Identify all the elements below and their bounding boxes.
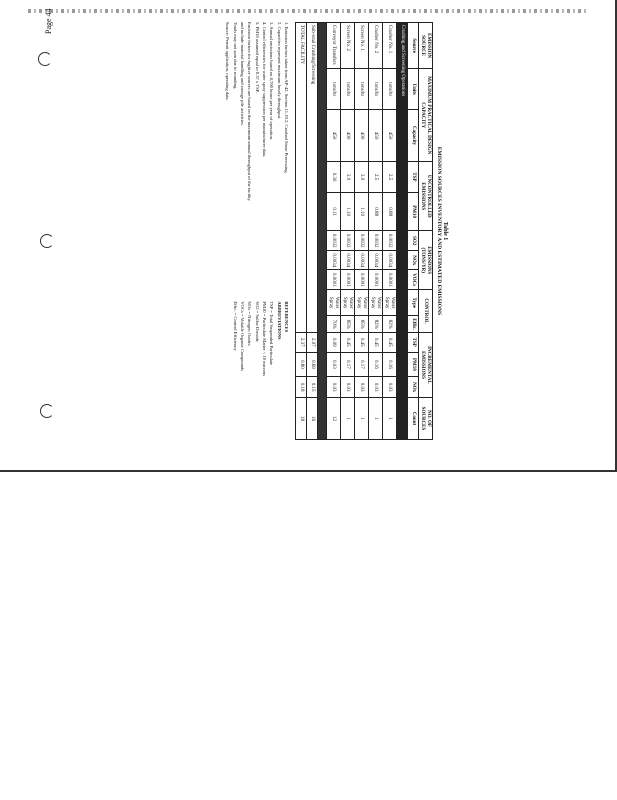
column-header: PM10 [408,192,419,231]
group-header: INCREMENTAL EMISSIONS [419,332,433,397]
group-header: CONTROL [419,290,433,333]
abbreviation-line: NOx = Nitrogen Oxides [247,301,253,346]
totals-body [296,23,318,440]
table-cell: 0.17 [341,352,355,377]
table-row [369,23,383,440]
table-cell: 0.45 [369,332,383,352]
table-cell: Crusher No. 2 [369,23,383,69]
abbreviation-line: Effic. = Control Efficiency [232,301,238,351]
highlight-row-label: Crushing and Screening Operations [397,23,408,440]
abbreviations-title: ABBREVIATIONS [276,301,282,340]
table-cell: 0.0034 [383,250,397,270]
column-header: TSP [408,332,419,352]
table-cell: 70% [327,316,341,333]
punch-hole-bottom [40,404,54,418]
note-line: 3. Annual emissions based on 8,760 hours per year of operation. [269,22,275,141]
punch-hole-top [38,52,52,66]
totals-cell: 0.18 [296,377,307,398]
table-cell: 0.0032 [327,231,341,251]
table-cell: 0.0001 [341,270,355,290]
note-line: Emission factors for fugitive sources are based on the maximum annual throughput of the facility [247,22,253,201]
table-cell: 0.45 [355,332,369,352]
column-header: Units [408,69,419,110]
table-cell: 0.0032 [369,231,383,251]
table-cell: 0.0034 [327,250,341,270]
totals-row [307,23,318,440]
table-cell: 0.0032 [341,231,355,251]
group-header-row [419,23,433,440]
table-cell: 0.03 [369,377,383,398]
table-cell: 1 [383,397,397,439]
table-cell: Water Spray [341,290,355,316]
abbreviation-line: SO2 = Sulfur Dioxide [254,301,260,342]
table-cell: tons/hr [355,69,369,110]
table-cell: 0.09 [327,332,341,352]
notes-right [224,301,290,440]
table-cell: 0.45 [341,332,355,352]
totals-cell: 0.80 [296,352,307,377]
totals-cell: 0.69 [307,352,318,377]
abbreviations-list [231,301,275,440]
abbreviation-line: TSP = Total Suspended Particulate [269,301,275,366]
table-cell: Crusher No. 1 [383,23,397,69]
table-cell: 0.16 [383,352,397,377]
group-header: EMISSIONS (TONS/YR) [419,231,433,290]
table-cell: tons/hr [383,69,397,110]
table-cell: 0.0032 [355,231,369,251]
notes-section [224,22,290,440]
table-cell: 0.03 [327,352,341,377]
table-cell: Water Spray [369,290,383,316]
table-cell: Screen No. 2 [341,23,355,69]
totals-label: Sub-total Crushing/Screening [307,23,318,333]
column-header: VOCs [408,270,419,290]
column-header: NOx [408,250,419,270]
group-header: UNCONTROLLED EMISSIONS [419,162,433,231]
group-header: EMISSION SOURCE [419,23,433,69]
table-row [355,23,369,440]
table-cell: 1.10 [341,192,355,231]
note-line: 1. Emission factors taken from AP-42, Section 11.19.2, Crushed Stone Processing. [284,22,289,174]
column-header: SO2 [408,231,419,251]
table-cell: 0.0001 [383,270,397,290]
table-cell: tons/hr [369,69,383,110]
note-line: 4. Control efficiencies for water spray suppression per manufacturer data. [261,22,267,158]
totals-cell: 16 [307,397,318,439]
highlight-row [397,23,408,440]
table-cell: 82% [383,316,397,333]
abbreviation-line: PM10 = Particulate Matter < 10 microns [261,301,267,376]
column-header: PM10 [408,352,419,377]
table-cell: 0.16 [369,352,383,377]
group-header: MAXIMUM PRACTICAL DESIGN CAPACITY [419,69,433,162]
table-cell: 1 [369,397,383,439]
column-header: TSP [408,162,419,193]
note-line: 5. PM10 assumed equal to 0.37 x TSP. [254,22,260,93]
table-cell: 0.0034 [341,250,355,270]
table-cell: 3.0 [355,162,369,193]
column-header: NOx [408,377,419,398]
table-cell: Water Spray [327,290,341,316]
column-header: Source [408,23,419,69]
table-cell: 0.88 [369,192,383,231]
table-cell: 1 [355,397,369,439]
table-cell: 0.03 [341,377,355,398]
table-cell: 0.0034 [355,250,369,270]
table-row [383,23,397,440]
totals-cell: 2.07 [307,332,318,352]
note-line: 2. Capacities represent maximum hourly throughput. [276,22,282,120]
note-line: Source: Permit application, operating data. [225,22,231,101]
table-cell: Screen No. 1 [355,23,369,69]
table-row [341,23,355,440]
totals-cell: 2.37 [296,332,307,352]
table-body [327,23,397,440]
table-cell: 82% [369,316,383,333]
table-cell: 12 [327,397,341,439]
group-header: NO. OF SOURCES [419,397,433,439]
table-cell: Conveyor Transfers [327,23,341,69]
table-cell: 2.5 [383,162,397,193]
table-cell: 0.0001 [327,270,341,290]
table-cell: 0.03 [383,377,397,398]
divider-bar [318,23,327,440]
table-cell: Water Spray [355,290,369,316]
table-cell: 0.03 [327,377,341,398]
table-cell: 85% [341,316,355,333]
table-cell: 400 [355,110,369,162]
table-cell: 0.30 [327,162,341,193]
table-cell: 0.0034 [369,250,383,270]
note-line: Totals may not sum due to rounding. [232,22,238,90]
column-header-row [408,23,419,440]
column-header: Capacity [408,110,419,162]
table-cell: 3.0 [341,162,355,193]
table-cell: 450 [383,110,397,162]
table-cell: 0.45 [383,332,397,352]
column-header: Count [408,397,419,439]
table-cell: 450 [369,110,383,162]
totals-row [296,23,307,440]
totals-cell: 18 [296,397,307,439]
notes-left [224,22,290,289]
table-cell: 450 [327,110,341,162]
table-cell: tons/hr [341,69,355,110]
table-cell: 0.0001 [355,270,369,290]
table-cell: 1.10 [355,192,369,231]
note-line: and include material handling and storage pile activities. [239,22,245,126]
table-cell: 0.17 [355,352,369,377]
page-number: Page 44 [44,8,53,34]
punch-hole-middle [40,234,54,248]
emissions-table [295,22,433,440]
column-header: Effic. [408,316,419,333]
totals-label: TOTAL FACILITY [296,23,307,333]
table-cell: 0.0032 [383,231,397,251]
table-cell: 0.88 [383,192,397,231]
abbreviation-line: VOCs = Volatile Organic Compounds [239,301,245,372]
table-cell: Water Spray [383,290,397,316]
table-title: EMISSION SOURCES INVENTORY AND ESTIMATED EMISSIONS [436,146,442,316]
table-label: Table 1 [442,221,448,241]
rotated-page-content [225,22,448,440]
table-cell: tons/hr [327,69,341,110]
table-row [327,23,341,440]
column-header: Type [408,290,419,316]
table-cell: 0.11 [327,192,341,231]
table-cell: 0.03 [355,377,369,398]
references-title: REFERENCES [284,301,289,333]
table-cell: 85% [355,316,369,333]
totals-cell: 0.15 [307,377,318,398]
table-cell: 0.0001 [369,270,383,290]
table-cell: 1 [341,397,355,439]
table-cell: 2.5 [369,162,383,193]
table-cell: 400 [341,110,355,162]
